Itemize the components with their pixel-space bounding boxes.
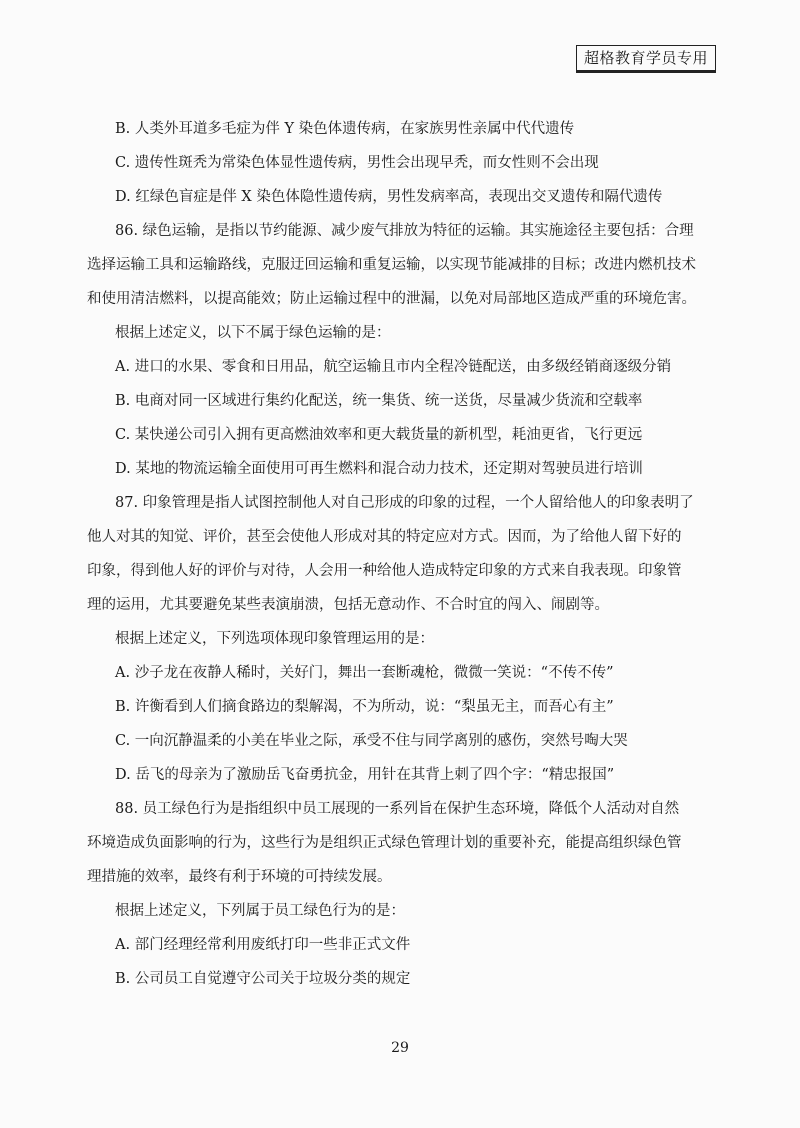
text-line-option: C. 某快递公司引入拥有更高燃油效率和更大载货量的新机型，耗油更省，飞行更远 [115, 427, 643, 443]
text-line-option: D. 红绿色盲症是伴 X 染色体隐性遗传病，男性发病率高，表现出交叉遗传和隔代遗传 [115, 189, 663, 205]
text-line-option: A. 沙子龙在夜静人稀时，关好门，舞出一套断魂枪，微微一笑说：“不传不传” [115, 665, 614, 681]
text-line-option: B. 人类外耳道多毛症为伴 Y 染色体遗传病，在家族男性亲属中代代遗传 [115, 121, 575, 137]
text-line-paragraph: 他人对其的知觉、评价，甚至会使他人形成对其的特定应对方式。因而，为了给他人留下好的 [87, 529, 682, 545]
text-line-paragraph: 88. 员工绿色行为是指组织中员工展现的一系列旨在保护生态环境，降低个人活动对自然 [115, 801, 680, 817]
header-badge: 超格教育学员专用 [576, 45, 716, 73]
text-line-paragraph: 环境造成负面影响的行为，这些行为是组织正式绿色管理计划的重要补充，能提高组织绿色管 [87, 835, 682, 851]
text-line-paragraph: 印象，得到他人好的评价与对待，人会用一种给他人造成特定印象的方式来自我表现。印象管 [87, 563, 682, 579]
text-line-paragraph: 理的运用，尤其要避免某些表演崩溃，包括无意动作、不合时宜的闯入、闹剧等。 [87, 597, 609, 613]
text-line-option: B. 电商对同一区域进行集约化配送，统一集货、统一送货，尽量减少货流和空载率 [115, 393, 643, 409]
text-line-option: A. 进口的水果、零食和日用品，航空运输且市内全程冷链配送，由多级经销商逐级分销 [115, 359, 672, 375]
text-line-paragraph: 86. 绿色运输，是指以节约能源、减少废气排放为特征的运输。其实施途径主要包括：合理 [115, 223, 694, 239]
text-line-paragraph: 理措施的效率，最终有利于环境的可持续发展。 [87, 869, 392, 885]
text-line-option: D. 某地的物流运输全面使用可再生燃料和混合动力技术，还定期对驾驶员进行培训 [115, 461, 643, 477]
text-line-option: D. 岳飞的母亲为了激励岳飞奋勇抗金，用针在其背上刺了四个字：“精忠报国” [115, 767, 615, 783]
text-line-option: B. 公司员工自觉遵守公司关于垃圾分类的规定 [115, 971, 411, 987]
text-line-option: 根据上述定义，下列选项体现印象管理运用的是： [115, 631, 434, 647]
text-line-option: 根据上述定义，以下不属于绿色运输的是： [115, 325, 391, 341]
text-line-option: C. 一向沉静温柔的小美在毕业之际，承受不住与同学离别的感伤，突然号啕大哭 [115, 733, 628, 749]
document-body [87, 112, 712, 996]
text-line-paragraph: 87. 印象管理是指人试图控制他人对自己形成的印象的过程，一个人留给他人的印象表明了 [115, 495, 694, 511]
text-line-paragraph: 和使用清洁燃料，以提高能效；防止运输过程中的泄漏，以免对局部地区造成严重的环境危害。 [87, 291, 696, 307]
text-line-paragraph: 选择运输工具和运输路线，克服迂回运输和重复运输，以实现节能减排的目标；改进内燃机技术 [87, 257, 696, 273]
text-line-option: C. 遗传性斑秃为常染色体显性遗传病，男性会出现早秃，而女性则不会出现 [115, 155, 599, 171]
page-number: 29 [391, 1040, 409, 1056]
text-line-option: A. 部门经理经常利用废纸打印一些非正式文件 [115, 937, 411, 953]
text-line-option: B. 许衡看到人们摘食路边的梨解渴，不为所动，说：“梨虽无主，而吾心有主” [115, 699, 614, 715]
text-line-option: 根据上述定义，下列属于员工绿色行为的是： [115, 903, 405, 919]
